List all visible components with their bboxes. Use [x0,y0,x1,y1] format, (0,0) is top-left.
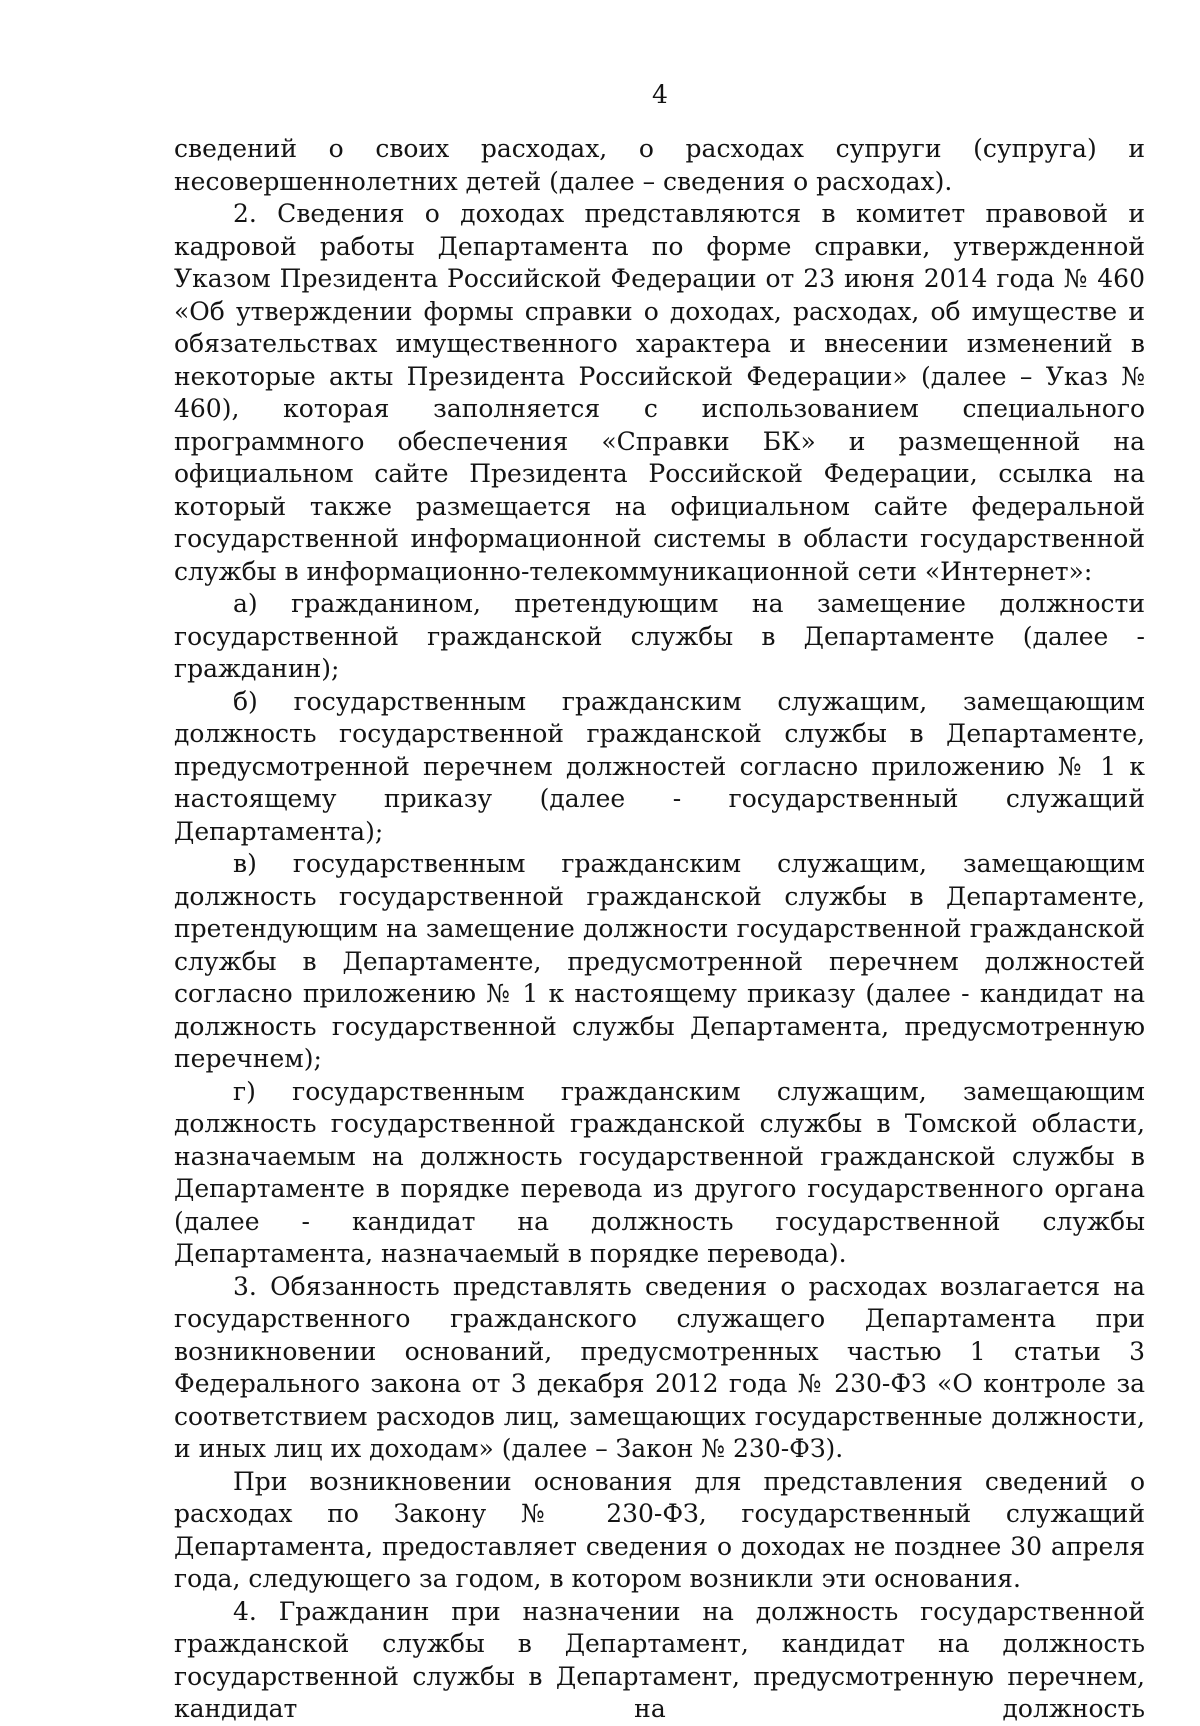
page-number: 4 [652,80,668,109]
paragraph-continuation: сведений о своих расходах, о расходах супруги (супруга) и несовершеннолетних детей (далее – сведения о расходах). [174,134,1145,196]
paragraph-subitem-a: а) гражданином, претендующим на замещение должности государственной гражданской службы в Департаменте (далее - гражданин); [174,589,1145,683]
paragraph-item-4: 4. Гражданин при назначении на должность государственной гражданской службы в Департамент, кандидат на должность государственной службы в Департамент, предусмотренную перечнем, кандидат на должность [174,1596,1145,1723]
paragraph-subitem-g: г) государственным гражданским служащим, замещающим должность государственной гражданской службы в Томской области, назначаемым на должность государственной гражданской службы в Департаменте в порядке перевода из другого государственного органа (далее - кандидат на должность государственной службы Департамента, назначаемый в порядке перевода). [174,1076,1145,1268]
paragraph-subitem-v: в) государственным гражданским служащим, замещающим должность государственной гражданской службы в Департаменте, претендующим на замещение должности государственной гражданской службы в Департаменте, предусмотренной перечнем должностей согласно приложению № 1 к настоящему приказу (далее - кандидат на должность государственной службы Департамента, предусмотренную перечнем); [174,849,1145,1073]
paragraph-subitem-b: б) государственным гражданским служащим, замещающим должность государственной гражданской службы в Департаменте, предусмотренной перечнем должностей согласно приложению № 1 к настоящему приказу (далее - государственный служащий Департамента); [174,686,1145,846]
paragraph-item-2: 2. Сведения о доходах представляются в комитет правовой и кадровой работы Департамента по форме справки, утвержденной Указом Президента Российской Федерации от 23 июня 2014 года № 460 «Об утверждении формы справки о доходах, расходах, об имуществе и обязательствах имущественного характера и внесении изменений в некоторые акты Президента Российской Федерации» (далее – Указ № 460), которая заполняется с использованием специального программного обеспечения «Справки БК» и размещенной на официальном сайте Президента Российской Федерации, ссылка на который также размещается на официальном сайте федеральной государственной информационной системы в области государственной службы в информационно-телекоммуникационной сети «Интернет»: [174,199,1145,586]
paragraph-item-3-note: При возникновении основания для представления сведений о расходах по Закону № 230-ФЗ, государственный служащий Департамента, предоставляет сведения о доходах не позднее 30 апреля года, следующего за годом, в котором возникли эти основания. [174,1466,1145,1593]
paragraph-item-3: 3. Обязанность представлять сведения о расходах возлагается на государственного гражданского служащего Департамента при возникновении оснований, предусмотренных частью 1 статьи 3 Федерального закона от 3 декабря 2012 года № 230-ФЗ «О контроле за соответствием расходов лиц, замещающих государственные должности, и иных лиц их доходам» (далее – Закон № 230-ФЗ). [174,1271,1145,1463]
document-body [174,133,1145,1726]
